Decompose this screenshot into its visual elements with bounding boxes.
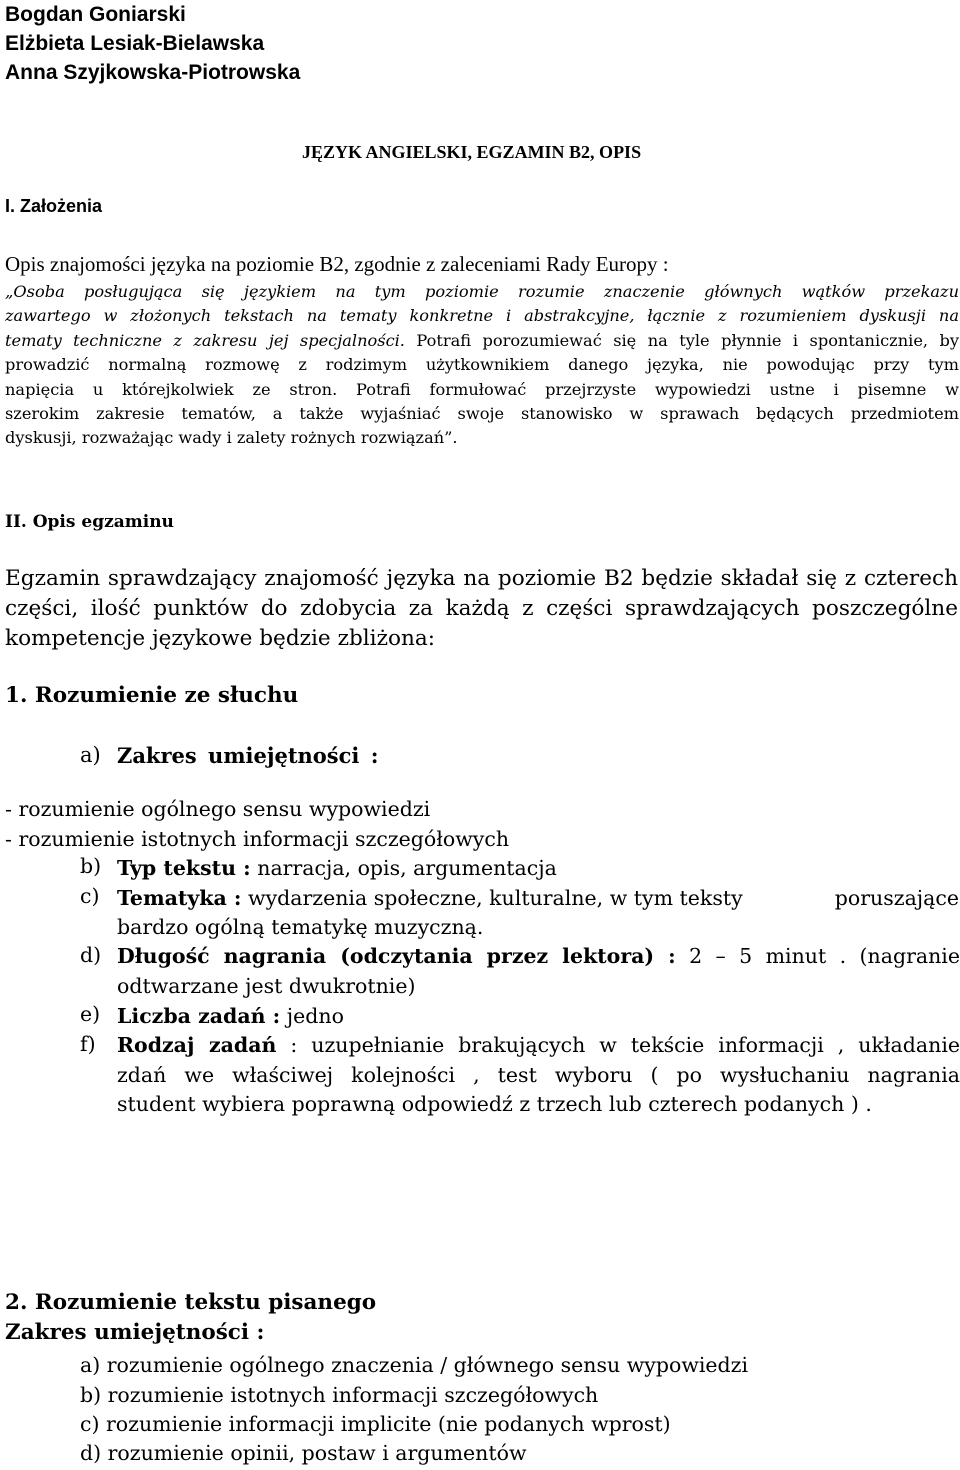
listening-d-title: Długość nagrania (odczytania przez lektora) : — [117, 944, 676, 968]
section1-quote — [5, 280, 959, 451]
quote-line-italic: tematy techniczne z zakresu jej specjalności. — [5, 330, 405, 350]
skill-item: - rozumienie istotnych informacji szczegółowych — [5, 827, 510, 851]
paragraph-line: części, ilość punktów do zdobycia za każdą z części sprawdzających poszczególne — [5, 596, 958, 621]
paragraph-line: kompetencje językowe będzie zbliżona: — [5, 626, 436, 651]
authors-block — [5, 0, 300, 87]
listening-a-title: Zakres umiejętności : — [117, 743, 379, 768]
listening-f-title: Rodzaj zadań — [117, 1033, 277, 1057]
listening-d-text: 2 – 5 minut . (nagranie — [675, 944, 960, 968]
listening-b-title: Typ tekstu : — [117, 856, 251, 880]
skill-item: - rozumienie ogólnego sensu wypowiedzi — [5, 797, 431, 821]
quote-line: prowadzić normalną rozmowę z rodzimym użytkownikiem danego języka, nie powodując przy tym — [5, 355, 959, 375]
listening-c-text2: bardzo ogólną tematykę muzyczną. — [117, 915, 484, 939]
quote-line-regular: Potrafi porozumiewać się na tyle płynnie i spontanicznie, by — [404, 330, 959, 350]
quote-line-regular: napięcia u którejkolwiek ze stron. — [5, 379, 338, 399]
listening-c-label: c) — [80, 884, 100, 908]
listening-e-title: Liczba zadań : — [117, 1004, 281, 1028]
listening-c-text: wydarzenia społeczne, kulturalne, w tym teksty — [241, 886, 743, 910]
section2-heading: II. Opis egzaminu — [5, 512, 174, 532]
author-name: Elżbieta Lesiak-Bielawska — [5, 32, 265, 55]
reading-heading: 2. Rozumienie tekstu pisanego — [5, 1290, 377, 1315]
listening-a-label: a) — [80, 743, 101, 767]
author-name: Anna Szyjkowska-Piotrowska — [5, 61, 301, 84]
listening-d-line — [117, 942, 960, 972]
listening-d-label: d) — [80, 943, 102, 967]
section1-heading: I. Założenia — [5, 196, 103, 216]
listening-heading: 1. Rozumienie ze słuchu — [5, 683, 299, 708]
quote-line: dyskusji, rozważając wady i zalety rożnych rozwiązań”. — [5, 428, 458, 448]
listening-f-line — [117, 1031, 960, 1061]
reading-item: a) rozumienie ogólnego znaczenia / głównego sensu wypowiedzi — [80, 1353, 749, 1377]
listening-f-text2: zdań we właściwej kolejności , test wyboru ( po wysłuchaniu nagrania — [117, 1062, 960, 1087]
listening-c-title: Tematyka : — [117, 886, 242, 910]
reading-item: c) rozumienie informacji implicite (nie podanych wprost) — [80, 1412, 671, 1436]
quote-line-mixed — [5, 378, 959, 402]
listening-e-label: e) — [80, 1002, 101, 1026]
listening-c-text-right: poruszające — [834, 886, 959, 910]
section1-intro: Opis znajomości języka na poziomie B2, zgodnie z zaleceniami Rady Europy : — [5, 252, 669, 276]
reading-subheading: Zakres umiejętności : — [5, 1320, 265, 1345]
quote-line: „Osoba posługująca się językiem na tym poziomie rozumie znaczenie głównych wątków przekazu — [5, 282, 959, 301]
listening-b-text: narracja, opis, argumentacja — [250, 856, 557, 880]
listening-d-content — [117, 942, 960, 1001]
section2-paragraph — [5, 564, 958, 654]
paragraph-line: Egzamin sprawdzający znajomość języka na poziomie B2 będzie składał się z czterech — [5, 566, 958, 591]
listening-f-text: : uzupełnianie brakujących w tekście informacji , układanie — [276, 1033, 960, 1057]
listening-f-text3: student wybiera poprawną odpowiedź z trzech lub czterech podanych ) . — [117, 1092, 872, 1116]
listening-b-label: b) — [80, 854, 102, 878]
listening-f-content — [117, 1031, 960, 1120]
listening-e-text: jedno — [280, 1004, 344, 1028]
listening-d-text2: odtwarzane jest dwukrotnie) — [117, 973, 416, 998]
listening-e-row — [117, 1001, 344, 1031]
exam-title: JĘZYK ANGIELSKI, EGZAMIN B2, OPIS — [302, 142, 642, 162]
reading-item: b) rozumienie istotnych informacji szczegółowych — [80, 1383, 599, 1407]
quote-line: zawartego w złożonych tekstach na tematy konkretne i abstrakcyjne, łącznie z rozumieniem dyskusji na — [5, 306, 959, 326]
reading-item: d) rozumienie opinii, postaw i argumentów — [80, 1441, 527, 1465]
listening-b-row — [117, 853, 557, 883]
quote-line-mixed — [5, 329, 959, 353]
listening-c-row — [117, 883, 743, 913]
author-name: Bogdan Goniarski — [5, 3, 186, 26]
listening-f-label: f) — [80, 1032, 96, 1056]
quote-line: szerokim zakresie tematów, a także wyjaśniać swoje stanowisko w sprawach będących przedmiotem — [5, 403, 959, 423]
quote-line-regular: Potrafi formułować przejrzyste wypowiedzi ustne i pisemne w — [337, 379, 960, 399]
